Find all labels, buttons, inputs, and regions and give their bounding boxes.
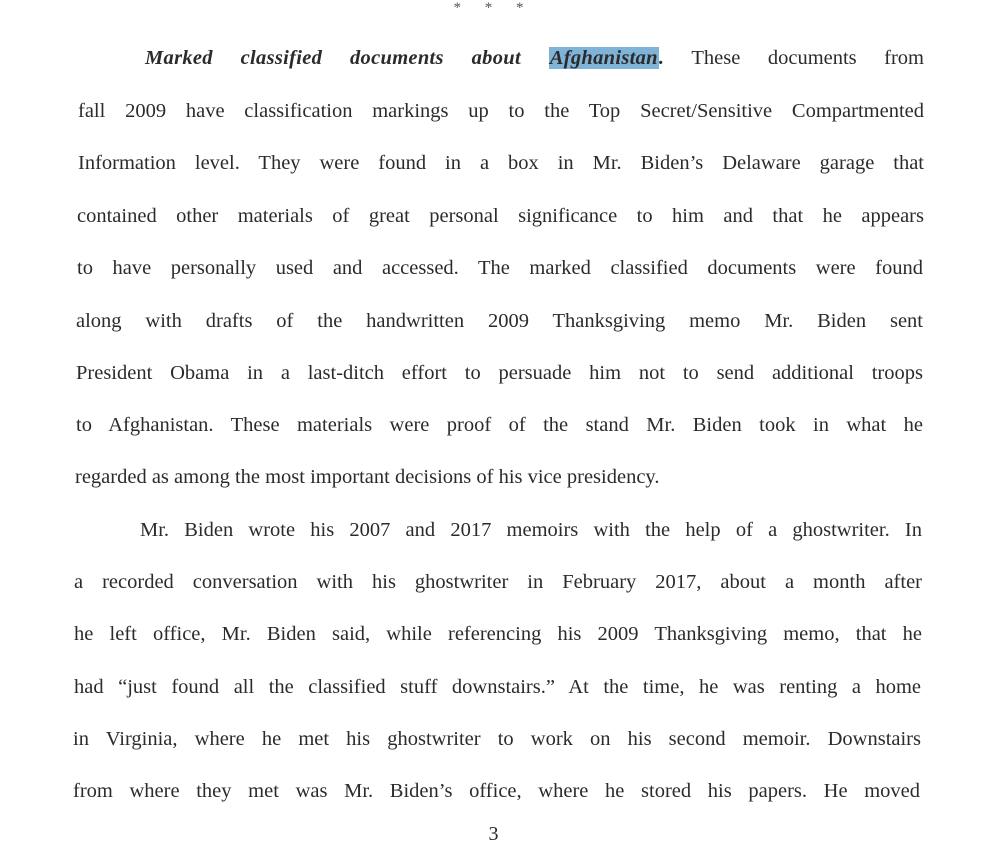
paragraph-1-line-5: to have personally used and accessed. The marked classified documents were found (77, 257, 923, 279)
paragraph-1-line-7: President Obama in a last-ditch effort to persuade him not to send additional troops (76, 362, 923, 384)
paragraph-2-line-6: from where they met was Mr. Biden’s office, where he stored his papers. He moved (73, 780, 920, 802)
paragraph-1-line-6: along with drafts of the handwritten 2009 Thanksgiving memo Mr. Biden sent (76, 310, 923, 332)
page-number: 3 (488, 823, 499, 845)
section-heading (145, 47, 664, 69)
paragraph-1-line-8: to Afghanistan. These materials were proof of the stand Mr. Biden took in what he (76, 414, 923, 436)
paragraph-2-line-4: had “just found all the classified stuff downstairs.” At the time, he was renting a home (74, 676, 921, 698)
paragraph-1-line-2: fall 2009 have classification markings up to the Top Secret/Sensitive Compartmented (78, 100, 924, 122)
section-separator: * * * (453, 0, 534, 16)
paragraph-2-line-5: in Virginia, where he met his ghostwriter to work on his second memoir. Downstairs (73, 728, 921, 750)
highlighted-search-match: Afghanistan (549, 47, 658, 69)
section-heading-suffix: . (658, 47, 665, 69)
paragraph-1-first-line-text: These documents from (664, 47, 924, 69)
paragraph-1-line-3: Information level. They were found in a box in Mr. Biden’s Delaware garage that (78, 152, 924, 174)
paragraph-2-line-1: Mr. Biden wrote his 2007 and 2017 memoirs with the help of a ghostwriter. In (140, 519, 922, 541)
paragraph-1-line-9: regarded as among the most important decisions of his vice presidency. (75, 466, 660, 488)
paragraph-1-line-1 (145, 45, 924, 71)
section-heading-prefix: Marked classified documents about (145, 47, 549, 69)
paragraph-2-line-3: he left office, Mr. Biden said, while referencing his 2009 Thanksgiving memo, that he (74, 623, 922, 645)
paragraph-2-line-2: a recorded conversation with his ghostwriter in February 2017, about a month after (74, 571, 922, 593)
paragraph-1-line-4: contained other materials of great personal significance to him and that he appears (77, 205, 924, 227)
